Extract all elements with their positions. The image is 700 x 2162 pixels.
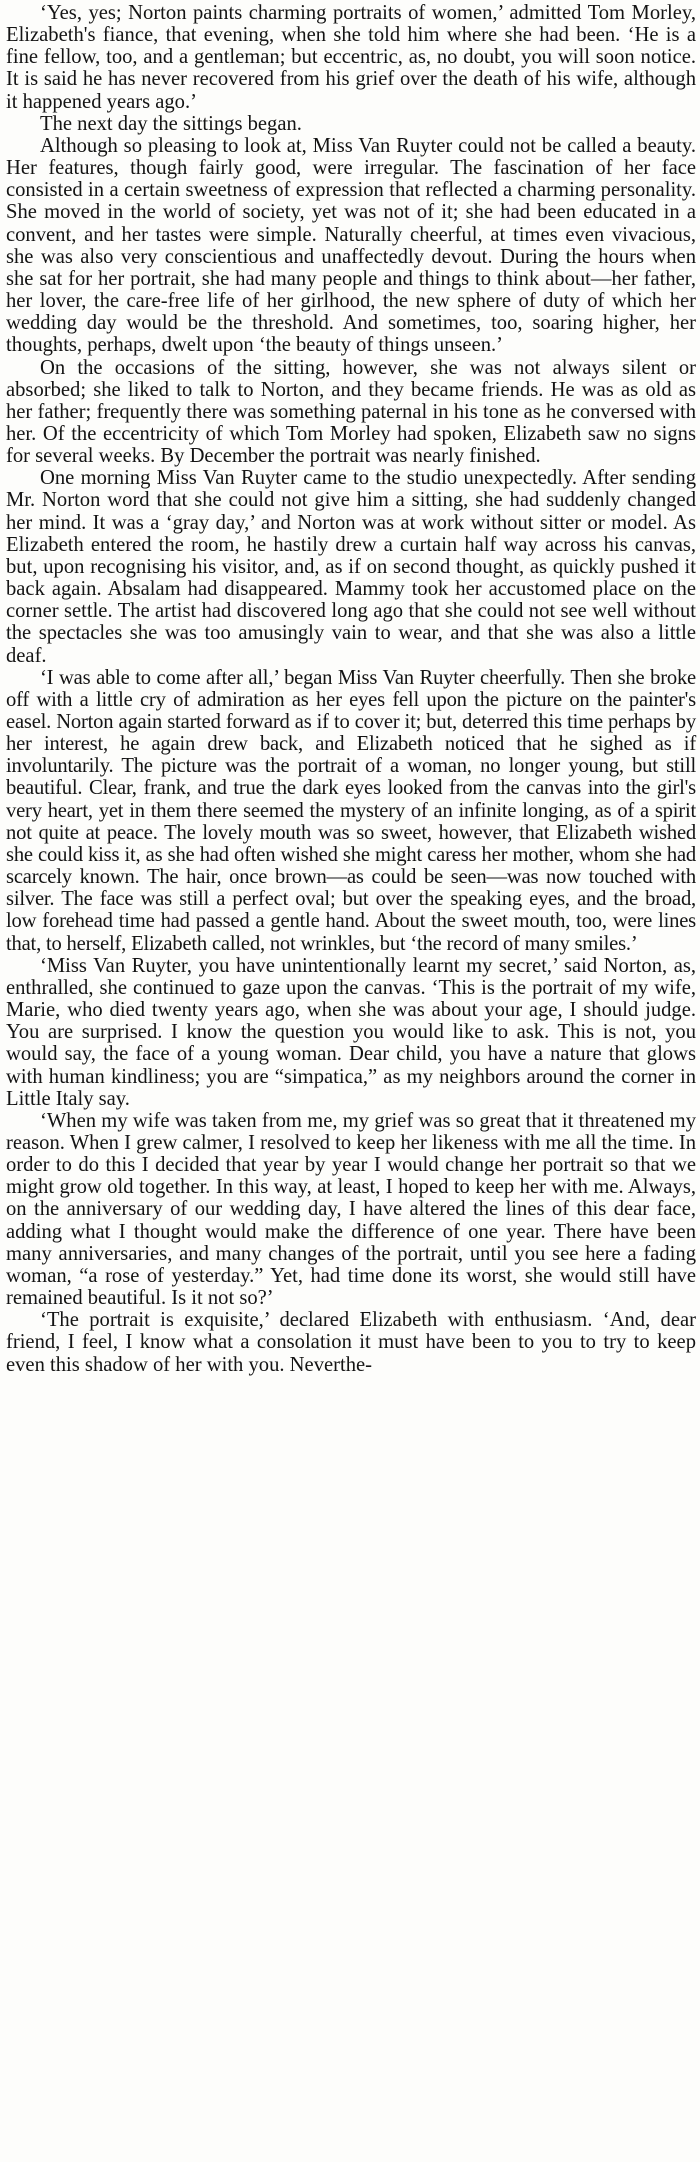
paragraph-miss-van-ruyter: Although so pleasing to look at, Miss Van Ruyter could not be called a beauty. Her features, though fairly good, were irregular. The fascination of her face consisted in a certain sweetness of expression that reflected a charming personality. She moved in the world of society, yet was not of it; she had been educated in a convent, and her tastes were simple. Naturally cheerful, at times even vivacious, she was also very conscientious and unaffectedly devout. During the hours when she sat for her portrait, she had many people and things to think about—her father, her lover, the care-free life of her girlhood, the new sphere of duty of which her wedding day would be the threshold. And sometimes, too, soaring higher, her thoughts, perhaps, dwelt upon ‘the beauty of things unseen.’ — [6, 134, 696, 357]
paragraph-sittings-began: The next day the sittings began. — [40, 112, 302, 135]
paragraph-became-friends: On the occasions of the sitting, however, she was not always silent or absorbed; she liked to talk to Norton, and they became friends. He was as old as her father; frequently there was something paternal in his tone as he conversed with her. Of the eccentricity of which Tom Morley had spoken, Elizabeth saw no signs for several weeks. By December the portrait was nearly finished. — [6, 356, 696, 468]
paragraph-norton-secret: ‘Miss Van Ruyter, you have unintentionally learnt my secret,’ said Norton, as, enthralled, she continued to gaze upon the canvas. ‘This is the portrait of my wife, Marie, who died twenty years ago, when she was about your age, I should judge. You are surprised. I know the question you would like to ask. This is not, you would say, the face of a young woman. Dear child, you have a nature that glows with human kindliness; you are “simpatica,” as my neighbors around the corner in Little Italy say. — [6, 954, 696, 1110]
paragraph-wife-taken: ‘When my wife was taken from me, my grief was so great that it threatened my reason. When I grew calmer, I resolved to keep her likeness with me all the time. In order to do this I decided that year by year I would change her portrait so that we might grow old together. In this way, at least, I hoped to keep her with me. Always, on the anniversary of our wedding day, I have altered the lines of this dear face, adding what I thought would make the difference of one year. There have been many anniversaries, and many changes of the portrait, until you see here a fading woman, “a rose of yesterday.” Yet, had time done its worst, she would still have remained beautiful. Is it not so?’ — [6, 1109, 696, 1310]
paragraph-norton-paints: ‘Yes, yes; Norton paints charming portraits of women,’ admitted Tom Morley, Elizabeth's fiance, that evening, when she told him where she had been. ‘He is a fine fellow, too, and a gentleman; but eccentric, as, no doubt, you will soon notice. It is said he has never recovered from his grief over the death of his wife, although it happened years ago.’ — [6, 2, 696, 113]
story-text-column — [6, 2, 696, 1376]
paragraph-portrait-exquisite: ‘The portrait is exquisite,’ declared Elizabeth with enthusiasm. ‘And, dear friend, I feel, I know what a consolation it must have been to you to try to keep even this shadow of her with you. Neverthe- — [6, 1309, 696, 1376]
paragraph-portrait-discovered: ‘I was able to come after all,’ began Miss Van Ruyter cheerfully. Then she broke off with a little cry of admiration as her eyes fell upon the picture on the painter's easel. Norton again started forward as if to cover it; but, deterred this time perhaps by her interest, he again drew back, and Elizabeth noticed that he sighed as if involuntarily. The picture was the portrait of a woman, no longer young, but still beautiful. Clear, frank, and true the dark eyes looked from the canvas into the girl's very heart, yet in them there seemed the mystery of an infinite longing, as of a spirit not quite at peace. The lovely mouth was so sweet, however, that Elizabeth wished she could kiss it, as she had often wished she might caress her mother, whom she had scarcely known. The hair, once brown—as could be seen—was now touched with silver. The face was still a perfect oval; but over the speaking eyes, and the broad, low forehead time had passed a gentle hand. About the sweet mouth, too, were lines that, to herself, Elizabeth called, not wrinkles, but ‘the record of many smiles.’ — [6, 666, 696, 955]
paragraph-studio-visit: One morning Miss Van Ruyter came to the studio unexpectedly. After sending Mr. Norton word that she could not give him a sitting, she had suddenly changed her mind. It was a ‘gray day,’ and Norton was at work without sitter or model. As Elizabeth entered the room, he hastily drew a curtain half way across his canvas, but, upon recognising his visitor, and, as if on second thought, as quickly pushed it back again. Absalam had disappeared. Mammy took her accustomed place on the corner settle. The artist had discovered long ago that she could not see well without the spectacles she was too amusingly vain to wear, and that she was also a little deaf. — [6, 467, 696, 667]
